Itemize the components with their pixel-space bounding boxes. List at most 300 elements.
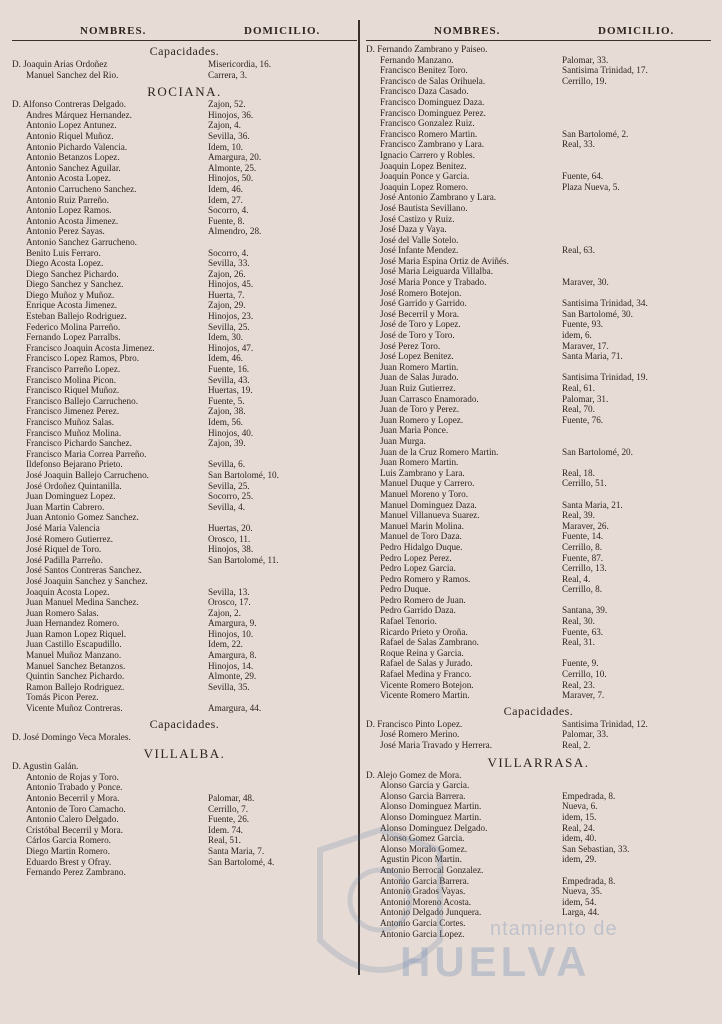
person-name: José Maria Travado y Herrera. — [380, 740, 493, 750]
person-name: Antonio Sanchez Aguilar. — [26, 162, 121, 173]
person-name: Cristóbal Becerril y Mora. — [26, 824, 123, 835]
person-name: Antonio Becerril y Mora. — [26, 793, 120, 803]
person-name: Diego Sanchez y Sanchez. — [26, 279, 124, 290]
person-name: José Antonio Zambrano y Lara. — [380, 192, 497, 203]
person-name: Vicente Romero Martin. — [380, 690, 470, 701]
person-name: José Lopez Benitez. — [380, 351, 454, 362]
list-item — [366, 235, 711, 246]
list-item — [12, 782, 357, 793]
address: San Bartolomé, 30. — [562, 308, 633, 319]
address: San Bartolomé, 11. — [208, 554, 279, 565]
list-item — [366, 729, 711, 740]
address: Real, 31. — [562, 637, 595, 648]
address: Socorro, 4. — [208, 247, 249, 258]
address: Nueva, 35. — [562, 886, 603, 897]
address: Real, 63. — [562, 245, 595, 256]
address: Amargura, 8. — [208, 650, 257, 661]
person-name: Manuel Sanchez del Rio. — [26, 69, 119, 80]
person-name: Esteban Ballejo Rodriguez. — [26, 311, 127, 322]
address: Fuente, 16. — [208, 364, 250, 375]
left-column-header — [12, 18, 357, 41]
address: Zajon, 39. — [208, 438, 246, 449]
section-title: Capacidades. — [149, 44, 220, 58]
person-name: Antonio Calero Delgado. — [26, 814, 119, 825]
address: Real, 4. — [562, 573, 591, 584]
person-name: Antonio Sanchez Garrucheno. — [26, 236, 137, 247]
person-name: Ramon Ballejo Rodriguez. — [26, 681, 125, 692]
address: Maraver, 7. — [562, 690, 605, 701]
list-item — [366, 256, 711, 267]
address: Real, 30. — [562, 616, 595, 627]
list-item — [366, 277, 711, 288]
person-name: Juan Romero y Lopez. — [380, 414, 464, 425]
address: Sevilla, 4. — [208, 501, 246, 512]
address: Amargura, 9. — [208, 618, 257, 629]
list-item — [12, 692, 357, 703]
list-item — [366, 245, 711, 256]
person-name: Alonso Dominguez Delgado. — [380, 822, 488, 833]
list-item — [12, 470, 357, 481]
list-item — [366, 298, 711, 309]
address: Palomar, 33. — [562, 729, 609, 740]
person-name: José del Valle Sotelo. — [380, 234, 459, 245]
list-item — [366, 833, 711, 844]
left-column — [12, 18, 357, 878]
list-item — [12, 618, 357, 629]
person-name: D. Agustin Galán. — [12, 761, 79, 772]
address: Santisima Trinidad, 17. — [562, 65, 648, 76]
address: Larga, 44. — [562, 907, 600, 918]
address: idem, 6. — [562, 330, 592, 341]
address: Fuente, 64. — [562, 171, 604, 182]
person-name: José Riquel de Toro. — [26, 544, 102, 555]
person-name: Manuel de Toro Daza. — [380, 531, 462, 542]
address: Idem, 46. — [208, 353, 243, 364]
person-name: Joaquin Lopez Romero. — [380, 181, 469, 192]
list-item — [12, 205, 357, 216]
list-item — [12, 131, 357, 142]
address: Hinojos, 10. — [208, 628, 254, 639]
person-name: Rafael Tenorio. — [380, 616, 437, 627]
header-domicilio: DOMICILIO. — [598, 25, 675, 37]
list-item — [12, 406, 357, 417]
person-name: Rafael de Salas y Jurado. — [380, 658, 473, 669]
person-name: Francisco Gonzalez Ruiz. — [380, 118, 475, 129]
address: Real, 39. — [562, 510, 595, 521]
list-item — [12, 576, 357, 587]
address: Real, 23. — [562, 679, 595, 690]
list-item — [12, 491, 357, 502]
list-item — [12, 587, 357, 598]
list-item — [12, 544, 357, 555]
person-name: Enrique Acosta Jimenez. — [26, 300, 118, 311]
address: Maraver, 26. — [562, 520, 609, 531]
list-item — [366, 97, 711, 108]
address: Santana, 39. — [562, 605, 608, 616]
list-item — [12, 534, 357, 545]
person-name: Pedro Romero de Juan. — [380, 594, 466, 605]
address: Sevilla, 33. — [208, 258, 250, 269]
person-name: Francisco Parreño Lopez. — [26, 364, 121, 375]
person-name: Juan Ramon Lopez Riquel. — [26, 628, 127, 639]
list-item — [12, 846, 357, 857]
person-name: Francisco Ballejo Carrucheno. — [26, 395, 138, 406]
person-name: José Bautista Sevillano. — [380, 202, 468, 213]
list-item — [366, 584, 711, 595]
list-item — [12, 226, 357, 237]
section-title: VILLALBA. — [143, 746, 226, 762]
list-item — [12, 459, 357, 470]
list-item — [366, 203, 711, 214]
address: Zajon, 52. — [208, 99, 246, 110]
address: Palomar, 48. — [208, 793, 255, 803]
list-item — [12, 258, 357, 269]
list-item — [366, 44, 711, 55]
person-name: José Joaquin Ballejo Carrucheno. — [26, 469, 149, 480]
list-item — [366, 616, 711, 627]
list-item — [366, 719, 711, 730]
person-name: Alonso Dominguez Martin. — [380, 801, 482, 812]
address: Almonte, 29. — [208, 671, 257, 682]
list-item — [366, 510, 711, 521]
person-name: D. Joaquin Arias Ordoñez — [12, 59, 108, 69]
person-name: Ignacio Carrero y Robles. — [380, 149, 475, 160]
list-item — [12, 565, 357, 576]
list-item — [366, 150, 711, 161]
person-name: José Ordoñez Quintanilla. — [26, 480, 122, 491]
address: San Bartolomé, 20. — [562, 446, 633, 457]
list-item — [366, 812, 711, 823]
list-item — [12, 300, 357, 311]
address: Real, 51. — [208, 835, 241, 846]
person-name: Pedro Hidalgo Duque. — [380, 541, 463, 552]
person-name: Francisco Muñoz Molina. — [26, 427, 122, 438]
address: San Bartolomé, 2. — [562, 128, 629, 139]
list-item — [366, 224, 711, 235]
list-item — [366, 182, 711, 193]
list-item — [12, 761, 357, 772]
address: Almonte, 25. — [208, 162, 257, 173]
person-name: Antonio Berrocal Gonzalez. — [380, 864, 484, 875]
list-item — [366, 266, 711, 277]
address: Maraver, 17. — [562, 340, 609, 351]
list-item — [366, 500, 711, 511]
address: Misericordia, 16. — [208, 59, 272, 69]
address: Hinojos, 14. — [208, 660, 254, 671]
list-item — [366, 637, 711, 648]
list-item — [366, 372, 711, 383]
list-item — [12, 152, 357, 163]
person-name: Antonio Acosta Lopez. — [26, 173, 111, 184]
person-name: José Romero Botejon. — [380, 287, 462, 298]
address: idem, 54. — [562, 896, 597, 907]
address: Real, 33. — [562, 139, 595, 150]
person-name: Diego Muñoz y Muñoz. — [26, 289, 115, 300]
person-name: Ildefonso Bejarano Prieto. — [26, 459, 123, 470]
address: Carrera, 3. — [208, 69, 248, 80]
person-name: Alonso Garcia Barrera. — [380, 790, 466, 801]
address: Real, 70. — [562, 404, 595, 415]
person-name: Federico Molina Parreño. — [26, 321, 121, 332]
list-item — [12, 269, 357, 280]
person-name: Antonio Acosta Jimenez. — [26, 215, 119, 226]
person-name: José Castizo y Ruiz. — [380, 213, 455, 224]
list-item — [366, 669, 711, 680]
list-item — [366, 139, 711, 150]
list-item — [366, 886, 711, 897]
list-item — [12, 639, 357, 650]
right-sections — [366, 41, 711, 939]
list-item — [12, 353, 357, 364]
section-title: ROCIANA. — [147, 84, 222, 100]
person-name: Antonio Delgado Junquera. — [380, 907, 482, 918]
list-item — [12, 364, 357, 375]
person-name: Rafael Medina y Franco. — [380, 669, 472, 680]
person-name: Juan de la Cruz Romero Martin. — [380, 446, 499, 457]
address: Santa Maria, 21. — [562, 499, 623, 510]
list-item — [366, 690, 711, 701]
list-item — [366, 563, 711, 574]
person-name: Luis Zambrano y Lara. — [380, 467, 465, 478]
person-name: Juan Murga. — [380, 435, 426, 446]
list-item — [12, 417, 357, 428]
list-item — [12, 120, 357, 131]
person-name: Pedro Lopez Garcia. — [380, 563, 456, 574]
person-name: Juan Carrasco Enamorado. — [380, 393, 479, 404]
person-name: Rafael de Salas Zambrano. — [380, 637, 479, 648]
list-item — [366, 309, 711, 320]
person-name: D. José Domingo Veca Morales. — [12, 731, 131, 742]
left-sections — [12, 44, 357, 878]
list-item — [366, 876, 711, 887]
person-name: Manuel Muñoz Manzano. — [26, 650, 122, 661]
address: Idem, 10. — [208, 141, 243, 152]
list-item — [366, 330, 711, 341]
list-item — [12, 248, 357, 259]
list-item — [12, 343, 357, 354]
person-name: Joaquin Ponce y Garcia. — [380, 171, 470, 182]
list-item — [366, 854, 711, 865]
person-name: Fernando Perez Zambrano. — [26, 867, 126, 878]
person-name: Juan de Toro y Perez. — [380, 404, 460, 415]
address: Hinojos, 40. — [208, 427, 254, 438]
person-name: Francisco Romero Martin. — [380, 128, 478, 139]
person-name: Juan de Salas Jurado. — [380, 372, 459, 383]
address: Sevilla, 25. — [208, 480, 250, 491]
list-item — [12, 237, 357, 248]
person-name: Fernando Manzano. — [380, 54, 454, 65]
list-item — [12, 814, 357, 825]
person-name: Manuel Dominguez Daza. — [380, 499, 477, 510]
person-name: Francisco Jimenez Perez. — [26, 406, 120, 417]
address: Amargura, 20. — [208, 152, 262, 163]
header-nombres: NOMBRES. — [80, 25, 147, 37]
address: idem, 29. — [562, 854, 597, 865]
list-item — [12, 290, 357, 301]
list-item — [12, 173, 357, 184]
person-name: Quintin Sanchez Pichardo. — [26, 671, 125, 682]
list-item — [366, 457, 711, 468]
address: Socorro, 4. — [208, 205, 249, 216]
list-item — [12, 59, 357, 70]
person-name: Vicente Muñoz Contreras. — [26, 703, 123, 714]
list-item — [366, 86, 711, 97]
address: Cerrillo, 51. — [562, 478, 607, 489]
person-name: Francisco Lopez Ramos, Pbro. — [26, 353, 140, 364]
person-name: Antonio Riquel Muñoz. — [26, 130, 114, 141]
person-name: D. Alfonso Contreras Delgado. — [12, 99, 127, 110]
person-name: Antonio Lopez Antunez. — [26, 120, 117, 131]
address: Zajon, 4. — [208, 120, 241, 131]
address: Santisima Trinidad, 12. — [562, 718, 648, 729]
list-item — [366, 447, 711, 458]
person-name: Benito Luis Ferraro. — [26, 247, 101, 258]
person-name: José Maria Valencia — [26, 522, 100, 533]
list-item — [366, 489, 711, 500]
list-item — [12, 375, 357, 386]
address: Zajon, 2. — [208, 607, 241, 618]
list-item — [12, 523, 357, 534]
address: Palomar, 31. — [562, 393, 609, 404]
person-name: Francisco Maria Correa Parreño. — [26, 448, 147, 459]
address: Idem, 27. — [208, 194, 243, 205]
person-name: Alonso Dominguez Martin. — [380, 811, 482, 822]
person-name: José Maria Ponce y Trabado. — [380, 277, 487, 288]
address: Fuente, 93. — [562, 319, 604, 330]
watermark-subtext: ntamiento de — [490, 918, 618, 940]
list-item — [366, 740, 711, 751]
person-name: José Infante Mendez. — [380, 245, 459, 256]
list-item — [366, 394, 711, 405]
person-name: Alonso Moralo Gomez. — [380, 843, 468, 854]
person-name: José de Toro y Toro. — [380, 330, 455, 341]
address: Cerrillo, 8. — [562, 541, 603, 552]
list-item — [12, 449, 357, 460]
person-name: Francisco Molina Picon. — [26, 374, 117, 385]
person-name: Alonso Gomez Garcia. — [380, 833, 465, 844]
list-item — [366, 478, 711, 489]
person-name: Francisco de Salas Orihuela. — [380, 75, 486, 86]
address: Fuente, 8. — [208, 215, 245, 226]
address: Hinojos, 50. — [208, 173, 254, 184]
list-item — [12, 502, 357, 513]
address: Hinojos, 36. — [208, 109, 254, 120]
person-name: Fernando Lopez Parralbs. — [26, 332, 121, 343]
person-name: Francisco Daza Casado. — [380, 86, 469, 97]
person-name: Juan Castillo Escapudillo. — [26, 639, 122, 650]
person-name: Antonio Ruiz Parreño. — [26, 194, 109, 205]
list-item — [366, 531, 711, 542]
person-name: Juan Hernandez Romero. — [26, 618, 120, 629]
person-name: José de Toro y Lopez. — [380, 319, 461, 330]
list-item — [12, 608, 357, 619]
person-name: Juan Dominguez Lopez. — [26, 491, 116, 502]
person-name: Manuel Marin Molina. — [380, 520, 464, 531]
person-name: Antonio Trabado y Ponce. — [26, 782, 123, 793]
address: Palomar, 33. — [562, 54, 609, 65]
list-item — [366, 425, 711, 436]
person-name: Antonio Garcia Cortes. — [380, 917, 466, 928]
person-name: Diego Martin Romero. — [26, 845, 110, 856]
right-column — [366, 18, 711, 939]
person-name: Agustin Picon Martin. — [380, 854, 462, 865]
list-item — [12, 661, 357, 672]
list-item — [366, 468, 711, 479]
address: Sevilla, 6. — [208, 459, 246, 470]
list-item — [366, 214, 711, 225]
list-item — [366, 801, 711, 812]
list-item — [366, 161, 711, 172]
list-item — [366, 76, 711, 87]
address: Zajon, 26. — [208, 268, 246, 279]
person-name: Juan Romero Martin. — [380, 457, 459, 468]
list-item — [366, 658, 711, 669]
list-item — [366, 605, 711, 616]
list-item — [12, 332, 357, 343]
address: Fuente, 5. — [208, 395, 245, 406]
list-item — [366, 383, 711, 394]
person-name: Diego Sanchez Pichardo. — [26, 268, 119, 279]
address: Santa Maria, 7. — [208, 845, 265, 856]
person-name: Francisco Muñoz Salas. — [26, 417, 115, 427]
person-name: Francisco Pichardo Sanchez. — [26, 438, 132, 449]
list-item — [12, 184, 357, 195]
list-item — [12, 279, 357, 290]
list-item — [12, 835, 357, 846]
address: Plaza Nueva, 5. — [562, 181, 620, 192]
person-name: Juan Manuel Medina Sanchez. — [26, 597, 139, 608]
address: Socorro, 25. — [208, 491, 254, 502]
list-item — [366, 627, 711, 638]
address: San Bartolomé, 4. — [208, 856, 275, 867]
person-name: Andres Márquez Hernandez. — [26, 109, 132, 120]
section-title: Capacidades. — [149, 716, 220, 731]
person-name: Eduardo Brest y Ofray. — [26, 856, 112, 867]
list-item — [366, 415, 711, 426]
person-name: Manuel Villanueva Suarez. — [380, 510, 480, 521]
address: Sevilla, 36. — [208, 130, 250, 141]
address: Almendro, 28. — [208, 226, 262, 237]
address: San Bartolomé, 10. — [208, 469, 279, 480]
address: Hinojos, 47. — [208, 342, 254, 353]
address: Santisima Trinidad, 34. — [562, 298, 648, 309]
address: Nueva, 6. — [562, 801, 598, 812]
person-name: Joaquin Lopez Benitez. — [380, 160, 467, 171]
address: Cerrillo, 13. — [562, 563, 607, 574]
address: Huertas, 19. — [208, 385, 253, 396]
list-item — [12, 216, 357, 227]
list-item — [12, 428, 357, 439]
list-item — [12, 385, 357, 396]
list-item — [12, 99, 357, 110]
address: Sevilla, 13. — [208, 586, 250, 597]
address: Fuente, 63. — [562, 626, 604, 637]
address: Fuente, 87. — [562, 552, 604, 563]
person-name: Francisco Joaquin Acosta Jimenez. — [26, 342, 155, 353]
person-name: José Perez Toro. — [380, 340, 441, 351]
address: Real, 18. — [562, 467, 595, 478]
list-item — [12, 793, 357, 804]
list-item — [12, 322, 357, 333]
person-name: D. Francisco Pinto Lopez. — [366, 718, 463, 729]
address: Idem, 22. — [208, 639, 243, 650]
address: Fuente, 76. — [562, 414, 604, 425]
person-name: Pedro Garrido Daza. — [380, 605, 456, 616]
list-item — [12, 311, 357, 322]
person-name: Francisco Dominguez Perez. — [380, 107, 486, 118]
address: Real, 2. — [562, 740, 591, 750]
person-name: Diego Acosta Lopez. — [26, 258, 104, 269]
